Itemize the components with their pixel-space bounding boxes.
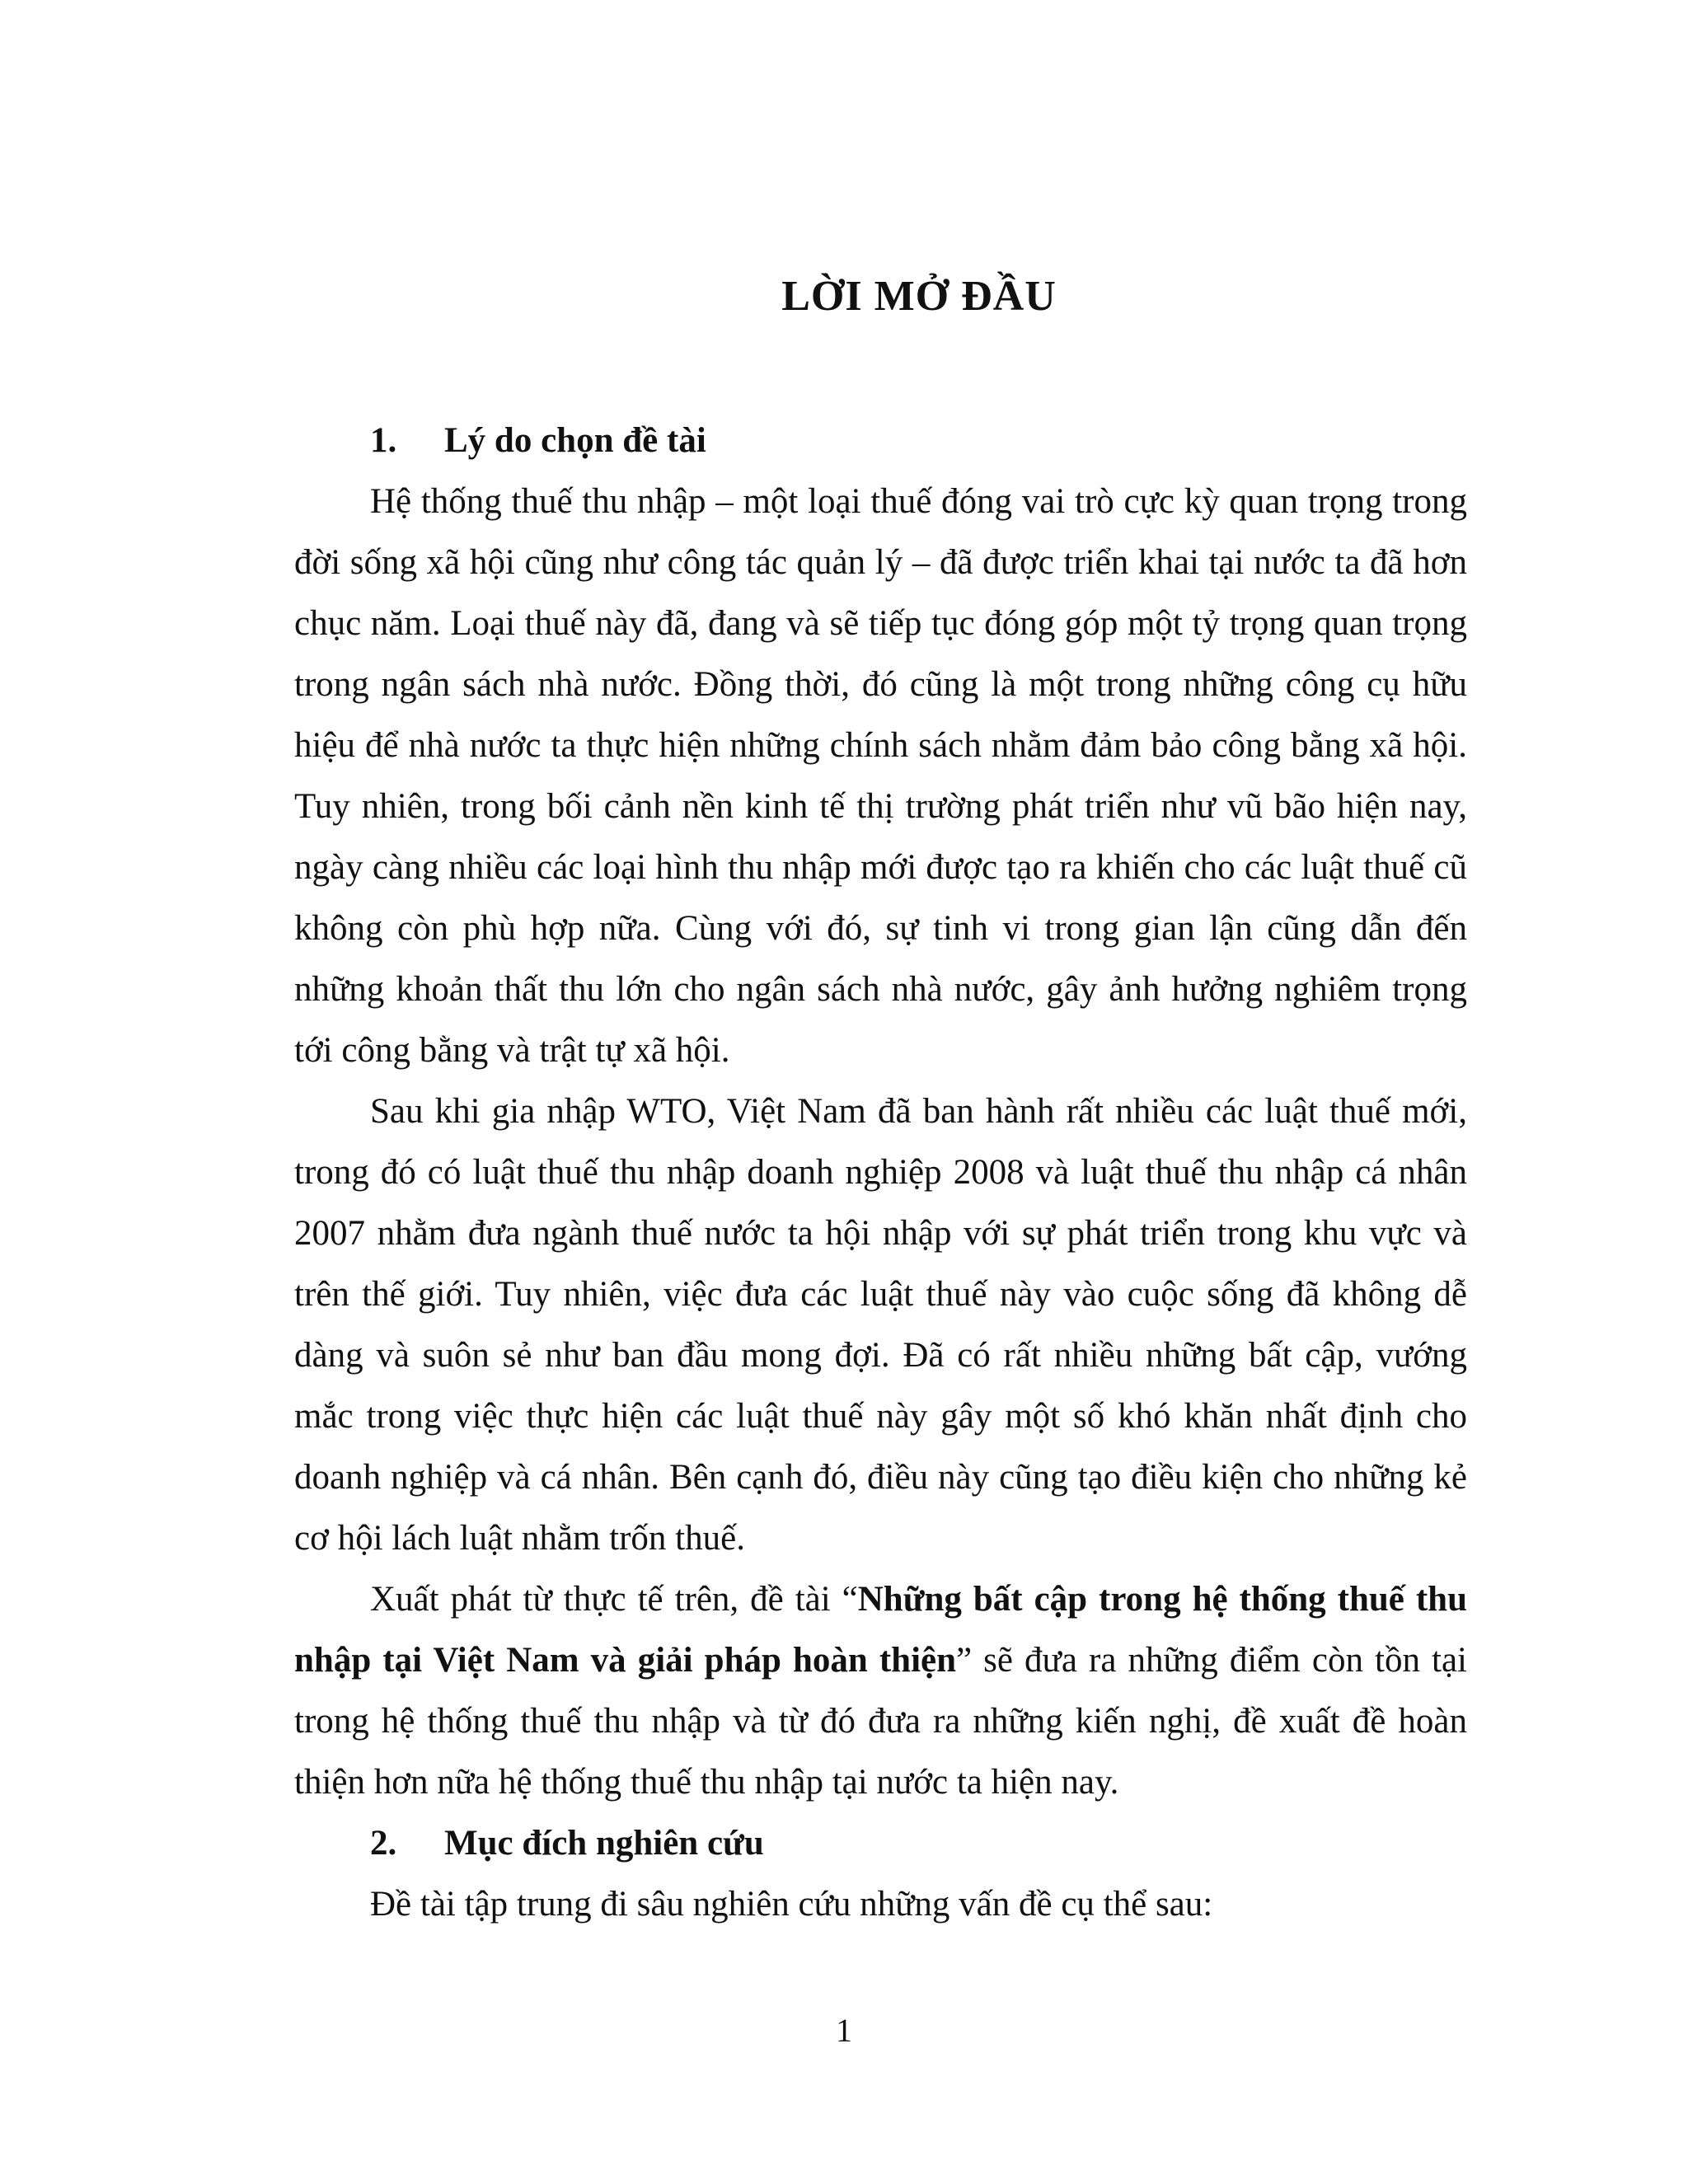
section-2-paragraph-1: Đề tài tập trung đi sâu nghiên cứu những vấn đề cụ thể sau: xyxy=(370,1885,1213,1924)
section-1-heading xyxy=(294,410,1467,471)
section-2-number: 2. xyxy=(370,1824,397,1863)
paragraph-3-rest: ” sẽ đưa ra những điểm còn tồn tại trong hệ thống thuế thu nhập và từ đó đưa ra những kiến nghị, đề xuất đề hoàn thiện hơn nữa hệ thống thuế thu nhập tại nước ta hiện nay. xyxy=(294,1641,1467,1802)
section-1-title: Lý do chọn đề tài xyxy=(444,421,706,460)
section-1-paragraph-3 xyxy=(294,1569,1467,1813)
section-2-heading xyxy=(294,1813,1467,1874)
section-1-number: 1. xyxy=(370,421,397,460)
section-1-paragraph-2: Sau khi gia nhập WTO, Việt Nam đã ban hành rất nhiều các luật thuế mới, trong đó có luật thuế thu nhập doanh nghiệp 2008 và luật thuế thu nhập cá nhân 2007 nhằm đưa ngành thuế nước ta hội nhập với sự phát triển trong khu vực và trên thế giới. Tuy nhiên, việc đưa các luật thuế này vào cuộc sống đã không dễ dàng và suôn sẻ như ban đầu mong đợi. Đã có rất nhiều những bất cập, vướng mắc trong việc thực hiện các luật thuế này gây một số khó khăn nhất định cho doanh nghiệp và cá nhân. Bên cạnh đó, điều này cũng tạo điều kiện cho những kẻ cơ hội lách luật nhằm trốn thuế. xyxy=(294,1092,1467,1558)
page-title: LỜI MỞ ĐẦU xyxy=(781,273,1057,320)
section-2-title: Mục đích nghiên cứu xyxy=(444,1824,764,1863)
paragraph-3-intro: Xuất phát từ thực tế trên, đề tài “ xyxy=(370,1580,858,1619)
section-1-paragraph-1: Hệ thống thuế thu nhập – một loại thuế đóng vai trò cực kỳ quan trọng trong đời sống xã hội cũng như công tác quản lý – đã được triển khai tại nước ta đã hơn chục năm. Loại thuế này đã, đang và sẽ tiếp tục đóng góp một tỷ trọng quan trọng trong ngân sách nhà nước. Đồng thời, đó cũng là một trong những công cụ hữu hiệu để nhà nước ta thực hiện những chính sách nhằm đảm bảo công bằng xã hội. Tuy nhiên, trong bối cảnh nền kinh tế thị trường phát triển như vũ bão hiện nay, ngày càng nhiều các loại hình thu nhập mới được tạo ra khiến cho các luật thuế cũ không còn phù hợp nữa. Cùng với đó, sự tinh vi trong gian lận cũng dẫn đến những khoản thất thu lớn cho ngân sách nhà nước, gây ảnh hưởng nghiêm trọng tới công bằng và trật tự xã hội. xyxy=(294,482,1467,1070)
thesis-topic-title: Những bất cập trong hệ thống thuế thu nhập tại Việt Nam và giải pháp hoàn thiện xyxy=(294,1580,1467,1680)
document-body xyxy=(294,410,1467,1935)
page-number: 1 xyxy=(836,2012,852,2049)
